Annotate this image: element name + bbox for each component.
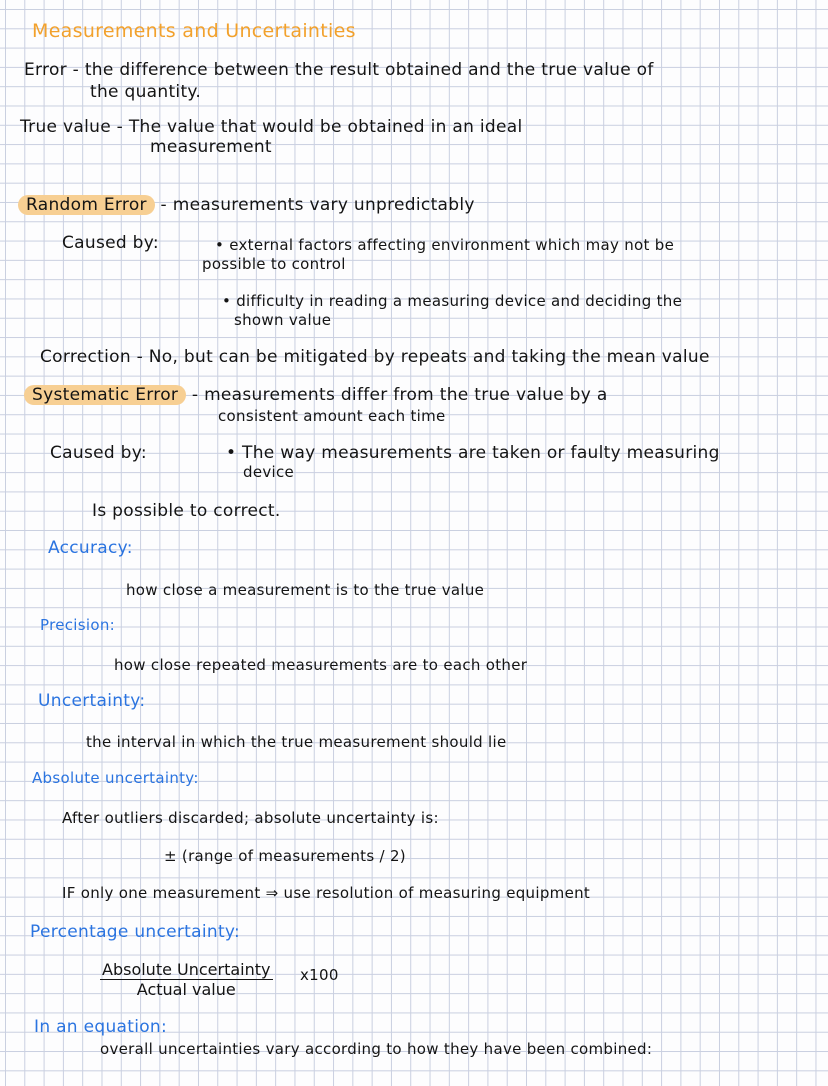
random-error-cause-2: • difficulty in reading a measuring device and deciding the (222, 292, 683, 310)
precision-heading: Precision: (40, 616, 115, 634)
uncertainty-text: the interval in which the true measurement should lie (86, 733, 507, 751)
percentage-uncertainty-heading: Percentage uncertainty: (30, 922, 241, 942)
true-value-definition (20, 117, 523, 137)
error-text: the difference between the result obtained and the true value of (84, 60, 654, 80)
page-title: Measurements and Uncertainties (32, 20, 356, 42)
error-text-continued: the quantity. (90, 82, 202, 102)
systematic-error-text-continued: consistent amount each time (218, 407, 446, 425)
error-term: Error (24, 60, 67, 80)
absolute-uncertainty-text: After outliers discarded; absolute uncertainty is: (62, 809, 439, 827)
dash: - (116, 117, 124, 137)
random-error-definition (26, 195, 475, 215)
single-measurement-note: IF only one measurement ⇒ use resolution of measuring equipment (62, 884, 591, 902)
systematic-error-definition (32, 385, 608, 405)
accuracy-heading: Accuracy: (48, 538, 133, 558)
systematic-error-cause: • The way measurements are taken or faulty measuring (226, 443, 720, 463)
dash: - (191, 385, 199, 405)
systematic-error-term: Systematic Error (24, 385, 186, 405)
random-error-correction: Correction - No, but can be mitigated by repeats and taking the mean value (40, 347, 710, 367)
random-error-cause-1: • external factors affecting environment which may not be (215, 236, 675, 254)
fraction-denominator: Actual value (136, 980, 236, 999)
absolute-uncertainty-heading: Absolute uncertainty: (32, 769, 199, 787)
systematic-error-text: measurements differ from the true value by a (204, 385, 608, 405)
absolute-uncertainty-formula: ± (range of measurements / 2) (164, 847, 406, 865)
uncertainty-heading: Uncertainty: (38, 691, 146, 711)
systematic-error-caused-by-label: Caused by: (50, 443, 147, 463)
systematic-error-note: Is possible to correct. (92, 501, 281, 521)
in-equation-heading: In an equation: (34, 1017, 168, 1037)
in-equation-text: overall uncertainties vary according to how they have been combined: (100, 1040, 653, 1058)
true-value-text-continued: measurement (150, 137, 272, 157)
accuracy-text: how close a measurement is to the true value (126, 581, 485, 599)
random-error-term: Random Error (18, 195, 155, 215)
true-value-term: True value (20, 117, 111, 137)
precision-text: how close repeated measurements are to each other (114, 656, 528, 674)
random-error-cause-1-continued: possible to control (202, 255, 346, 273)
random-error-cause-2-continued: shown value (234, 311, 332, 329)
percentage-uncertainty-fraction (100, 960, 273, 999)
fraction-numerator: Absolute Uncertainty (102, 960, 271, 979)
random-error-caused-by-label: Caused by: (62, 233, 159, 253)
dash: - (72, 60, 80, 80)
dash: - (160, 195, 167, 215)
true-value-text: The value that would be obtained in an ideal (128, 117, 523, 137)
systematic-error-cause-continued: device (243, 463, 295, 481)
percentage-multiplier: x100 (300, 966, 339, 984)
error-definition (24, 60, 654, 80)
random-error-text: measurements vary unpredictably (172, 195, 475, 215)
